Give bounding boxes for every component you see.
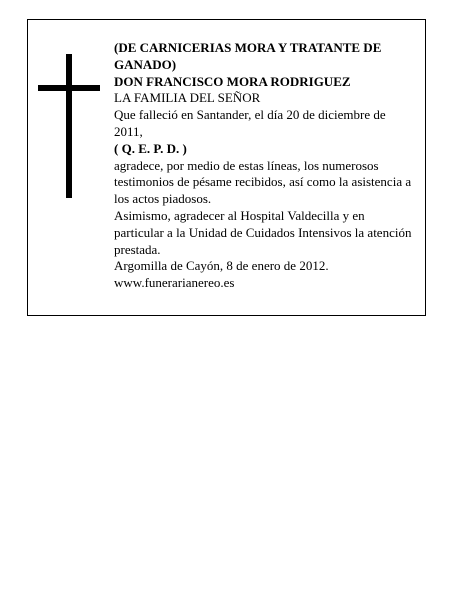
family-line: LA FAMILIA DEL SEÑOR: [114, 90, 261, 106]
hospital-paragraph: Asimismo, agradecer al Hospital Valdecilla y en particular a la Unidad de Cuidados Intensivos la atención prestada.: [114, 207, 412, 257]
thanks-paragraph: agradece, por medio de estas líneas, los numerosos testimonios de pésame recibidos, así como la asistencia a los actos piadosos.: [114, 157, 412, 207]
obituary-notice: [27, 19, 426, 316]
deceased-name: DON FRANCISCO MORA RODRIGUEZ: [114, 73, 351, 89]
cross-vertical-bar: [66, 54, 72, 198]
website-line: www.funerarianereo.es: [114, 275, 235, 291]
notice-text: [114, 40, 414, 292]
cross-horizontal-bar: [38, 85, 100, 91]
qepd-line: ( Q. E. P. D. ): [114, 140, 187, 156]
company-line: (DE CARNICERIAS MORA Y TRATANTE DE GANADO): [114, 40, 382, 72]
death-line: Que falleció en Santander, el día 20 de diciembre de 2011,: [114, 107, 386, 139]
latin-cross-icon: [38, 54, 100, 198]
place-date-line: Argomilla de Cayón, 8 de enero de 2012.: [114, 258, 329, 274]
